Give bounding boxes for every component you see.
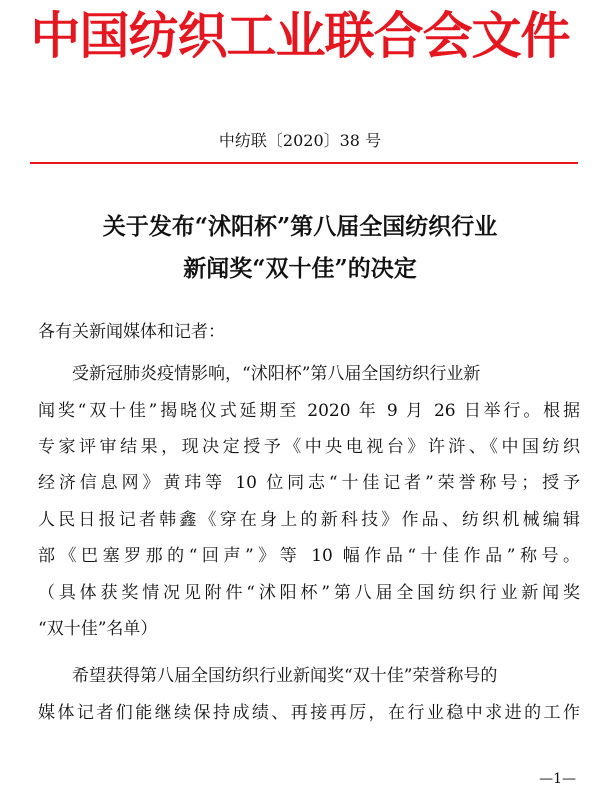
body-line-3: 专家评审结果，现决定授予《中央电视台》许浒、《中国纺织 [38,437,580,457]
body-line-10: 媒体记者们能继续保持成绩、再接再厉，在行业稳中求进的工作 [38,703,580,723]
body-line-2: 闻奖“双十佳”揭晓仪式延期至 2020 年 9 月 26 日举行。根据 [38,401,580,421]
masthead-title: 中国纺织工业联合会文件 [30,6,570,65]
body-line-5: 人民日报记者韩鑫《穿在身上的新科技》作品、纺织机械编辑 [38,510,580,530]
document-title-line-2: 新闻奖“双十佳”的决定 [183,255,417,282]
page-number: —1— [539,771,576,787]
document-number: 中纺联〔2020〕38 号 [218,131,382,150]
body-line-1: 受新冠肺炎疫情影响，“沭阳杯”第八届全国纺织行业新 [72,364,481,384]
body-line-8: “双十佳”名单） [38,619,158,639]
body-line-4: 经济信息网》黄玮等 10 位同志“十佳记者”荣誉称号；授予 [38,473,580,493]
document-title-line-1: 关于发布“沭阳杯”第八届全国纺织行业 [102,213,498,240]
salutation: 各有关新闻媒体和记者： [38,322,225,342]
red-divider-line [30,162,578,164]
body-line-6: 部《巴塞罗那的“回声”》等 10 幅作品“十佳作品”称号。 [38,546,580,566]
body-line-9: 希望获得第八届全国纺织行业新闻奖“双十佳”荣誉称号的 [72,666,498,686]
body-line-7: （具体获奖情况见附件“沭阳杯”第八届全国纺织行业新闻奖 [38,583,580,603]
